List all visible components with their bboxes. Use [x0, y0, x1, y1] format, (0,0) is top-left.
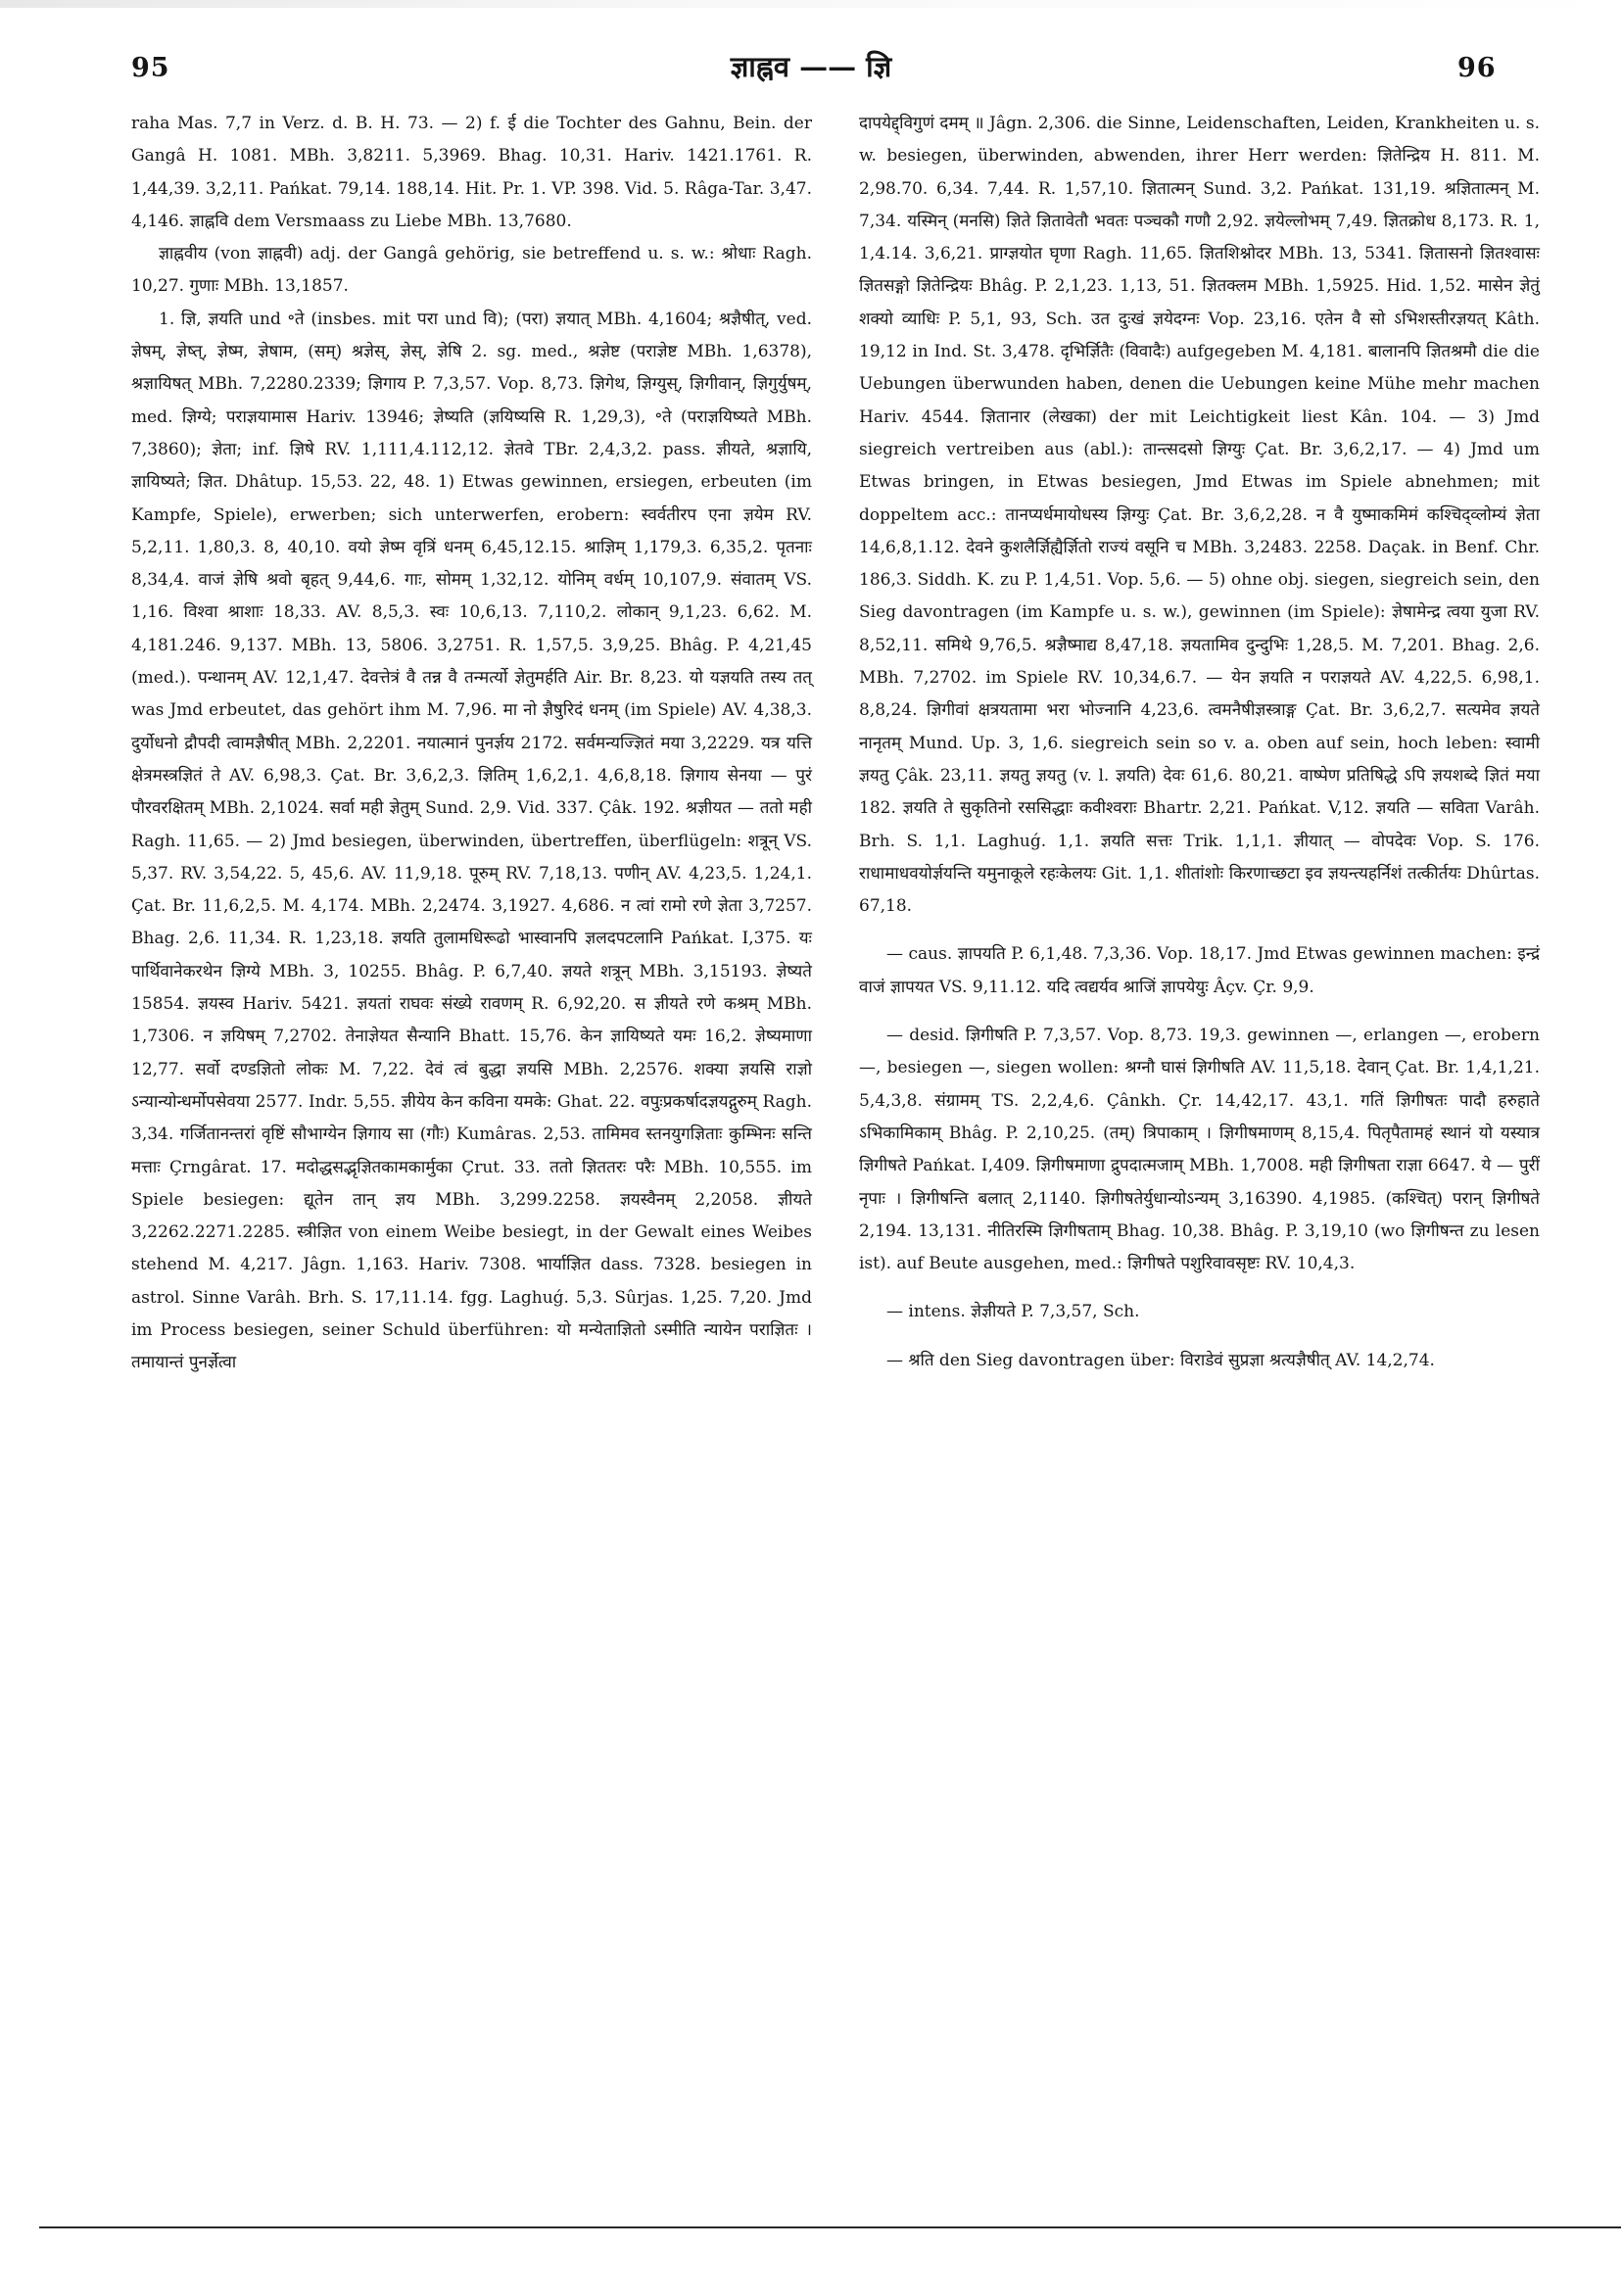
right-column: [859, 108, 1540, 1377]
entry-paragraph: — intens. ज्ञेज्ञीयते P. 7,3,57, Sch.: [886, 1302, 1140, 1322]
entry-paragraph: — श्रति den Sieg davontragen über: विराडेवं सुप्रज्ञा श्रत्यज्ञैषीत् AV. 14,2,74.: [886, 1350, 1435, 1370]
right-page-number: 96: [1457, 53, 1497, 83]
paragraph-gap: [859, 1329, 1540, 1345]
entry-paragraph: — desid. ज्ञिगीषति P. 7,3,57. Vop. 8,73. 19,3. gewinnen —, erlangen —, erobern —, besiegen —, siegen wollen: श्रग्नौ घासं ज्ञिगीषति AV. 11,5,18. देवान् Çat. Br. 1,4,1,21. 5,4,3,8. संग्रामम् TS. 2,2,4,6. Çânkh. Çr. 14,42,17. 43,1. गतिं ज्ञिगीषतः पादौ हरुहाते ऽभिकामिकाम् Bhâg. P. 2,10,25. (तम्) त्रिपाकाम् । ज्ञिगीषमाणम् 8,15,4. पितृपैतामहं स्थानं यो यस्यात्र ज्ञिगीषते Pańkat. I,409. ज्ञिगीषमाणा द्रुपदात्मजाम् MBh. 1,7008. मही ज्ञिगीषता राज्ञा 6647. ये — पुरीं नृपाः । ज्ञिगीषन्ति बलात् 2,1140. ज्ञिगीषतेर्युधान्योऽन्यम् 3,16390. 4,1985. (कश्चित्) परान् ज्ञिगीषते 2,194. 13,131. नीतिरस्मि ज्ञिगीषताम् Bhag. 10,38. Bhâg. P. 3,19,10 (wo ज्ञिगीषन्त zu lesen ist). auf Beute ausgehen, med.: ज्ञिगीषते पशुरिवावसृष्टः RV. 10,4,3.: [859, 1026, 1540, 1274]
running-head: ज्ञाह्नव —— ज्ञि: [730, 50, 892, 83]
entry-paragraph: ज्ञाह्नवीय (von ज्ञाह्नवी) adj. der Gangâ gehörig, sie betreffend u. s. w.: श्रोधाः Ragh. 10,27. गुणाः MBh. 13,1857.: [131, 244, 812, 297]
entry-paragraph: raha Mas. 7,7 in Verz. d. B. H. 73. — 2) f. ई die Tochter des Gahnu, Bein. der Gangâ H. 1081. MBh. 3,8211. 5,3969. Bhag. 10,31. Hariv. 1421.1761. R. 1,44,39. 3,2,11. Pańkat. 79,14. 188,14. Hit. Pr. 1. VP. 398. Vid. 5. Râga-Tar. 3,47. 4,146. ज्ञाह्नवि dem Versmaass zu Liebe MBh. 13,7680.: [131, 114, 812, 231]
entry-paragraph: 1. ज्ञि, ज्ञयति und ॰ते (insbes. mit परा und वि); (परा) ज्ञयात् MBh. 4,1604; श्रज्ञैषीत्, ved. ज्ञेषम्, ज्ञेष्त्, ज्ञेष्म, ज्ञेषाम, (सम्) श्रज्ञेस्, ज्ञेस्, ज्ञेषि 2. sg. med., श्रज्ञेष्ट (पराज्ञेष्ट MBh. 1,6378), श्रज्ञायिषत् MBh. 7,2280.2339; ज्ञिगाय P. 7,3,57. Vop. 8,73. ज्ञिगेथ, ज्ञिग्युस्, ज्ञिगीवान्, ज्ञिगुर्युषम्, med. ज्ञिग्ये; पराज्ञयामास Hariv. 13946; ज्ञेष्यति (ज्ञयिष्यसि R. 1,29,3), ॰ते (पराज्ञयिष्यते MBh. 7,3860); ज्ञेता; inf. ज्ञिषे RV. 1,111,4.112,12. ज्ञेतवे TBr. 2,4,3,2. pass. ज्ञीयते, श्रज्ञायि, ज्ञायिष्यते; ज्ञित. Dhâtup. 15,53. 22, 48. 1) Etwas gewinnen, ersiegen, erbeuten (im Kampfe, Spiele), erwerben; sich unterwerfen, erobern: स्वर्वतीरप एना ज्ञयेम RV. 5,2,11. 1,80,3. 8, 40,10. वयो ज्ञेष्म वृत्रिं धनम् 6,45,12.15. श्राज्ञिम् 1,179,3. 6,35,2. पृतनाः 8,34,4. वाजं ज्ञेषि श्रवो बृहत् 9,44,6. गाः, सोमम् 1,32,12. योनिम् वर्धम् 10,107,9. संवातम् VS. 1,16. विश्वा श्राशाः 18,33. AV. 8,5,3. स्वः 10,6,13. 7,110,2. लोकान् 9,1,23. 6,62. M. 4,181.246. 9,137. MBh. 13, 5806. 3,2751. R. 1,57,5. 3,9,25. Bhâg. P. 4,21,45 (med.). पन्थानम् AV. 12,1,47. देवत्तेत्रं वै तन्न वै तन्मर्त्यो ज्ञेतुमर्हति Air. Br. 8,23. यो यज्ञयति तस्य तत् was Jmd erbeutet, das gehört ihm M. 7,96. मा नो ज्ञैषुरिदं धनम् (im Spiele) AV. 4,38,3. दुर्योधनो द्रौपदी त्वामज्ञैषीत् MBh. 2,2201. नयात्मानं पुनर्ज्ञय 2172. सर्वमन्यज्ज्ञितं मया 3,2229. यत्र यत्ति क्षेत्रमस्त्रज्ञितं ते AV. 6,98,3. Çat. Br. 3,6,2,3. ज्ञितिम् 1,6,2,1. 4,6,8,18. ज्ञिगाय सेनया — पुरं पौरवरक्षितम् MBh. 2,1024. सर्वा मही ज्ञेतुम् Sund. 2,9. Vid. 337. Çâk. 192. श्रज्ञीयत — ततो मही Ragh. 11,65. — 2) Jmd besiegen, überwinden, übertreffen, überflügeln: शत्रून् VS. 5,37. RV. 3,54,22. 5, 45,6. AV. 11,9,18. पूरुम् RV. 7,18,13. पणीन् AV. 4,23,5. 1,24,1. Çat. Br. 11,6,2,5. M. 4,174. MBh. 2,2474. 3,1927. 4,686. न त्वां रामो रणे ज्ञेता 3,7257. Bhag. 2,6. 11,34. R. 1,23,18. ज्ञयति तुलामधिरूढो भास्वानपि ज्ञलदपटलानि Pańkat. I,375. यः पार्थिवानेकरथेन ज्ञिग्ये MBh. 3, 10255. Bhâg. P. 6,7,40. ज्ञयते शत्रून् MBh. 3,15193. ज्ञेष्यते 15854. ज्ञयस्व Hariv. 5421. ज्ञयतां राघवः संख्ये रावणम् R. 6,92,20. स ज्ञीयते रणे कश्रम् MBh. 1,7306. न ज्ञयिषम् 7,2702. तेनाज्ञेयत सैन्यानि Bhatt. 15,76. केन ज्ञायिष्यते यमः 16,2. ज्ञेष्यमाणा 12,77. सर्वो दण्डज्ञितो लोकः M. 7,22. देवं त्वं बुद्धा ज्ञयसि MBh. 2,2576. शक्या ज्ञयसि राज्ञो ऽन्यान्योन्धर्मोपसेवया 2577. Indr. 5,55. ज्ञीयेय केन कविना यमके: Ghat. 22. वपुःप्रकर्षादज्ञयद्गुरुम् Ragh. 3,34. गर्जितानन्तरां वृष्टिं सौभाग्येन ज्ञिगाय सा (गौः) Kumâras. 2,53. तामिमव स्तनयुगज्ञिताः कुम्भिनः सन्ति मत्ताः Çrngârat. 17. मदोद्धसद्भृज्ञितकामकार्मुका Çrut. 33. ततो ज्ञिततरः परैः MBh. 10,555. im Spiele besiegen: द्यूतेन तान् ज्ञय MBh. 3,299.2258. ज्ञयस्वैनम् 2,2058. ज्ञीयते 3,2262.2271.2285. स्त्रीज्ञित von einem Weibe besiegt, in der Gewalt eines Weibes stehend M. 4,217. Jâgn. 1,163. Hariv. 7308. भार्याज्ञित dass. 7328. besiegen in astrol. Sinne Varâh. Brh. S. 17,11.14. fgg. Laghuǵ. 5,3. Sûrjas. 1,25. 7,20. Jmd im Process besiegen, seiner Schuld überführen: यो मन्येताज्ञितो ऽस्मीति न्यायेन पराज्ञितः । तमायान्तं पुनर्ज्ञेत्वा: [131, 309, 812, 1373]
paragraph-gap: [859, 1280, 1540, 1296]
scan-edge-shadow: [0, 0, 1622, 8]
paragraph-gap: [859, 1004, 1540, 1020]
paragraph-gap: [859, 923, 1540, 938]
entry-paragraph: दापयेद्द्विगुणं दमम् ॥ Jâgn. 2,306. die Sinne, Leidenschaften, Leiden, Krankheiten u. s. w. besiegen, überwinden, abwenden, ihrer Herr werden: ज्ञितेन्द्रिय H. 811. M. 2,98.70. 6,34. 7,44. R. 1,57,10. ज्ञितात्मन् Sund. 3,2. Pańkat. 131,19. श्रज्ञितात्मन् M. 7,34. यस्मिन् (मनसि) ज्ञिते ज्ञितावेतौ भवतः पञ्चकौ गणौ 2,92. ज्ञयेल्लोभम् 7,49. ज्ञितक्रोध 8,173. R. 1, 1,4.14. 3,6,21. प्राग्ज्ञयोत घृणा Ragh. 11,65. ज्ञितशिश्नोदर MBh. 13, 5341. ज्ञितासनो ज्ञितश्वासः ज्ञितसङ्गो ज्ञितेन्द्रियः Bhâg. P. 2,1,23. 1,13, 51. ज्ञितक्लम MBh. 1,5925. Hid. 1,52. मासेन ज्ञेतुं शक्यो व्याधिः P. 5,1, 93, Sch. उत दुःखं ज्ञयेदग्नः Vop. 23,16. एतेन वै सो ऽभिशस्तीरज्ञयत् Kâth. 19,12 in Ind. St. 3,478. दृभिर्ज्ञितैः (विवादैः) aufgegeben M. 4,181. बालानपि ज्ञितश्रमौ die die Uebungen überwunden haben, denen die Uebungen keine Mühe mehr machen Hariv. 4544. ज्ञितानार (लेखका) der mit Leichtigkeit liest Kân. 104. — 3) Jmd siegreich vertreiben aus (abl.): तान्त्सदसो ज्ञिग्युः Çat. Br. 3,6,2,17. — 4) Jmd um Etwas bringen, in Etwas besiegen, Jmd Etwas im Spiele abnehmen; mit doppeltem acc.: तानप्यर्धमायोधस्य ज्ञिग्युः Çat. Br. 3,6,2,28. न वै युष्माकमिमं कश्चिद्व्लोम्यं ज्ञेता 14,6,8,1.12. देवने कुशलैर्ज्ञिह्यैर्ज्ञितो राज्यं वसूनि च MBh. 3,2483. 2258. Daçak. in Benf. Chr. 186,3. Siddh. K. zu P. 1,4,51. Vop. 5,6. — 5) ohne obj. siegen, siegreich sein, den Sieg davontragen (im Kampfe u. s. w.), gewinnen (im Spiele): ज्ञेषामेन्द्र त्वया युजा RV. 8,52,11. समिथे 9,76,5. श्रज्ञैष्माद्य 8,47,18. ज्ञयतामिव दुन्दुभिः 1,28,5. M. 7,201. Bhag. 2,6. MBh. 7,2702. im Spiele RV. 10,34,6.7. — येन ज्ञयति न पराज्ञयते AV. 4,22,5. 6,98,1. 8,8,24. ज्ञिगीवां क्षत्रयतामा भरा भोज्नानि 4,23,6. त्वमनैषीज्ञस्त्राङ्ग Çat. Br. 3,6,2,7. सत्यमेव ज्ञयते नानृतम् Mund. Up. 3, 1,6. siegreich sein so v. a. oben auf sein, hoch leben: स्वामी ज्ञयतु Çâk. 23,11. ज्ञयतु ज्ञयतु (v. l. ज्ञयति) देवः 61,6. 80,21. वाष्पेण प्रतिषिद्धे ऽपि ज्ञयशब्दे ज्ञितं मया 182. ज्ञयति ते सुकृतिनो रससिद्धाः कवीश्वराः Bhartr. 2,21. Pańkat. V,12. ज्ञयति — सविता Varâh. Brh. S. 1,1. Laghuǵ. 1,1. ज्ञयति सत्तः Trik. 1,1,1. ज्ञीयात् — वोपदेवः Vop. S. 176. राधामाधवयोर्ज्ञयन्ति यमुनाकूले रहःकेलयः Git. 1,1. शीतांशोः किरणाच्छटा इव ज्ञयन्त्यहर्निशं तत्कीर्तयः Dhûrtas. 67,18.: [859, 114, 1540, 917]
entry-paragraph: — caus. ज्ञापयति P. 6,1,48. 7,3,36. Vop. 18,17. Jmd Etwas gewinnen machen: इन्द्रं वाजं ज्ञापयत VS. 9,11.12. यदि त्वद्यर्यव श्राजिं ज्ञापयेयुः Âçv. Çr. 9,9.: [859, 944, 1540, 997]
footer-rule: [39, 2226, 1621, 2228]
left-column: [131, 108, 812, 1380]
left-page-number: 95: [131, 53, 170, 83]
